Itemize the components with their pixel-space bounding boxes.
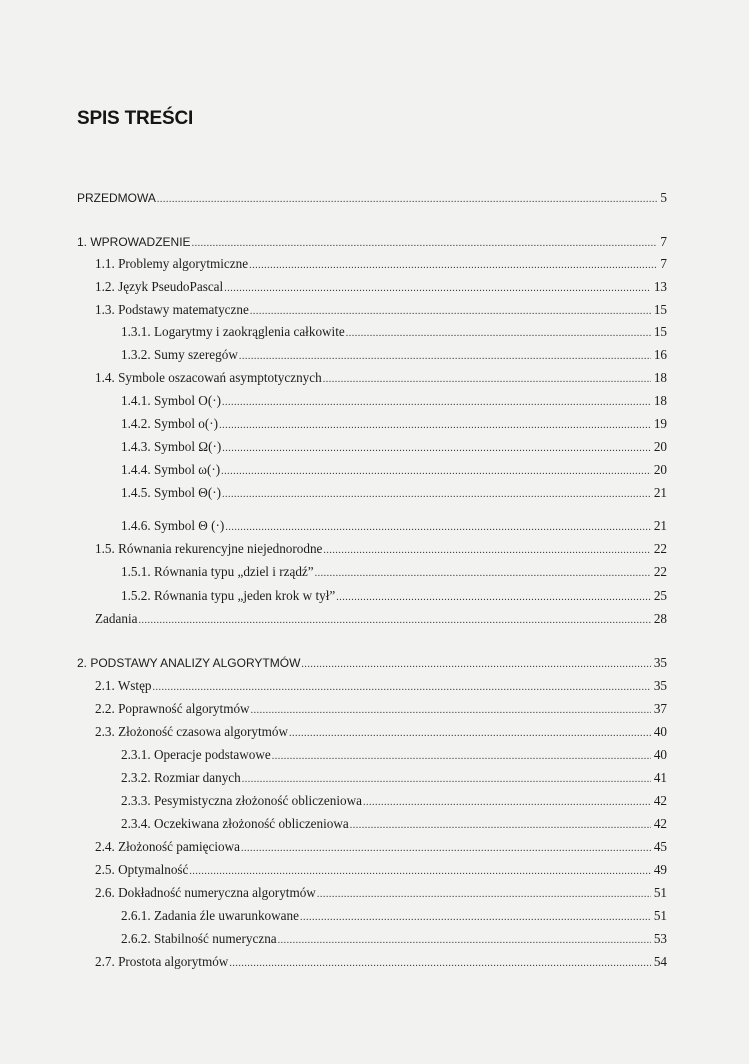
toc-entry [95, 279, 667, 297]
toc-entry-label: 1.2. Język PseudoPascal [95, 279, 224, 294]
toc-entry [95, 862, 667, 880]
toc-leader-dots [250, 304, 651, 320]
toc-entry-page: 20 [653, 439, 667, 454]
toc-entry-page: 42 [653, 816, 667, 831]
toc-leader-dots [251, 703, 651, 719]
toc-entry-page: 35 [653, 655, 667, 670]
toc-entry-label: 1.4.3. Symbol Ω(·) [121, 439, 222, 454]
toc-leader-dots [289, 726, 651, 742]
toc-entry-page: 7 [660, 234, 667, 249]
toc-entry-page: 42 [653, 793, 667, 808]
toc-entry [121, 439, 667, 457]
toc-entry [121, 931, 667, 949]
toc-leader-dots [301, 657, 650, 673]
toc-entry [95, 701, 667, 719]
toc-entry [95, 839, 667, 857]
toc-entry [95, 885, 667, 903]
toc-entry-label: 1.5.1. Równania typu „dziel i rządź” [121, 564, 314, 579]
toc-entry [121, 908, 667, 926]
toc-leader-dots [249, 258, 657, 274]
toc-leader-dots [323, 372, 651, 388]
toc-entry-page: 15 [653, 302, 667, 317]
toc-entry-label: 1. WPROWADZENIE [77, 235, 191, 249]
toc-entry-page: 25 [653, 588, 667, 603]
toc-entry-label: 1.3.2. Sumy szeregów [121, 347, 238, 362]
toc-leader-dots [300, 910, 651, 926]
toc-entry-page: 51 [653, 908, 667, 923]
toc-entry-label: 2.3.4. Oczekiwana złożoność obliczeniowa [121, 816, 349, 831]
toc-leader-dots [219, 418, 651, 434]
toc-entry [95, 678, 667, 696]
toc-entry-label: 1.4.2. Symbol o(·) [121, 416, 219, 431]
toc-leader-dots [157, 192, 658, 208]
toc-entry-page: 53 [653, 931, 667, 946]
toc-entry [121, 518, 667, 536]
toc-entry [121, 564, 667, 582]
toc-entry-page: 51 [653, 885, 667, 900]
toc-leader-dots [222, 395, 651, 411]
toc-entry-page: 20 [653, 462, 667, 477]
toc-entry [95, 256, 667, 274]
toc-entry-page: 22 [653, 564, 667, 579]
toc-entry [95, 541, 667, 559]
toc-entry [121, 747, 667, 765]
toc-leader-dots [242, 772, 651, 788]
toc-leader-dots [222, 441, 651, 457]
toc-entry-label: 2.6.2. Stabilność numeryczna [121, 931, 277, 946]
toc-leader-dots [241, 841, 651, 857]
toc-entry-label: PRZEDMOWA [77, 191, 156, 205]
toc-entry [121, 393, 667, 411]
toc-entry-label: 2.7. Prostota algorytmów [95, 954, 229, 969]
toc-entry-page: 41 [653, 770, 667, 785]
toc-entry-page: 49 [653, 862, 667, 877]
toc-entry-label: 1.4. Symbole oszacowań asymptotycznych [95, 370, 322, 385]
toc-entry [121, 347, 667, 365]
toc-entry [121, 770, 667, 788]
toc-entry-page: 21 [653, 518, 667, 533]
toc-entry-label: 2.1. Wstęp [95, 678, 152, 693]
toc-entry [95, 724, 667, 742]
toc-entry-label: 1.4.6. Symbol Θ (·) [121, 518, 225, 533]
toc-entry [77, 234, 667, 252]
toc-leader-dots [222, 487, 651, 503]
toc-entry-page: 45 [653, 839, 667, 854]
toc-entry [95, 370, 667, 388]
toc-entry-page: 16 [653, 347, 667, 362]
toc-entry-page: 37 [653, 701, 667, 716]
toc-entry-label: 1.5.2. Równania typu „jeden krok w tył” [121, 588, 336, 603]
toc-entry-label: 1.4.5. Symbol Θ(·) [121, 485, 222, 500]
toc-entry-label: 1.5. Równania rekurencyjne niejednorodne [95, 541, 323, 556]
toc-entry [121, 324, 667, 342]
toc-entry-page: 54 [653, 954, 667, 969]
toc-entry-page: 15 [653, 324, 667, 339]
toc-entry-label: 1.4.1. Symbol O(·) [121, 393, 222, 408]
toc-entry-page: 28 [653, 611, 667, 626]
toc-leader-dots [350, 818, 651, 834]
toc-entry-label: 1.3. Podstawy matematyczne [95, 302, 249, 317]
toc-entry [121, 816, 667, 834]
toc-entry [95, 611, 667, 629]
toc-leader-dots [153, 680, 651, 696]
toc-leader-dots [336, 590, 651, 606]
toc-leader-dots [138, 613, 650, 629]
toc-entry-label: 2.6.1. Zadania źle uwarunkowane [121, 908, 299, 923]
toc-leader-dots [221, 464, 651, 480]
toc-entry-label: 2. PODSTAWY ANALIZY ALGORYTMÓW [77, 656, 301, 670]
toc-leader-dots [229, 956, 650, 972]
toc-entry-page: 22 [653, 541, 667, 556]
toc-leader-dots [192, 236, 658, 252]
toc-entry [121, 588, 667, 606]
toc-entry-label: 2.3.3. Pesymistyczna złożoność obliczeniowa [121, 793, 362, 808]
toc-entry [95, 302, 667, 320]
toc-entry [121, 793, 667, 811]
toc-entry-label: 1.4.4. Symbol ω(·) [121, 462, 221, 477]
toc-entry-page: 5 [660, 190, 667, 205]
toc-entry-label: Zadania [95, 611, 138, 626]
toc-leader-dots [317, 887, 651, 903]
toc-entry-page: 19 [653, 416, 667, 431]
toc-entry [95, 954, 667, 972]
toc-leader-dots [315, 566, 651, 582]
toc-leader-dots [239, 349, 651, 365]
toc-leader-dots [272, 749, 651, 765]
toc-entry-page: 40 [653, 747, 667, 762]
toc-entry [121, 462, 667, 480]
toc-entry-label: 2.3.2. Rozmiar danych [121, 770, 241, 785]
toc-entry-label: 2.4. Złożoność pamięciowa [95, 839, 241, 854]
toc-leader-dots [224, 281, 651, 297]
toc-entry-page: 13 [653, 279, 667, 294]
toc-entry-label: 2.3. Złożoność czasowa algorytmów [95, 724, 288, 739]
toc-entry-page: 21 [653, 485, 667, 500]
toc-entry-page: 18 [653, 370, 667, 385]
toc-leader-dots [225, 520, 651, 536]
toc-entry-label: 1.1. Problemy algorytmiczne [95, 256, 249, 271]
toc-entry-page: 18 [653, 393, 667, 408]
toc-entry [77, 655, 667, 673]
toc-leader-dots [363, 795, 651, 811]
toc-entry-page: 35 [653, 678, 667, 693]
toc-entry-page: 40 [653, 724, 667, 739]
toc-entry [121, 416, 667, 434]
toc-entry-label: 2.2. Poprawność algorytmów [95, 701, 250, 716]
toc-entry-label: 2.5. Optymalność [95, 862, 189, 877]
toc-entry [77, 190, 667, 208]
page-title: SPIS TREŚCI [77, 108, 194, 129]
toc-leader-dots [278, 933, 651, 949]
toc-entry-label: 1.3.1. Logarytmy i zaokrąglenia całkowite [121, 324, 345, 339]
toc-leader-dots [346, 326, 651, 342]
toc-entry-page: 7 [660, 256, 667, 271]
toc-entry [121, 485, 667, 503]
toc-leader-dots [323, 543, 650, 559]
toc-entry-label: 2.3.1. Operacje podstawowe [121, 747, 271, 762]
toc-entry-label: 2.6. Dokładność numeryczna algorytmów [95, 885, 316, 900]
toc-leader-dots [189, 864, 650, 880]
